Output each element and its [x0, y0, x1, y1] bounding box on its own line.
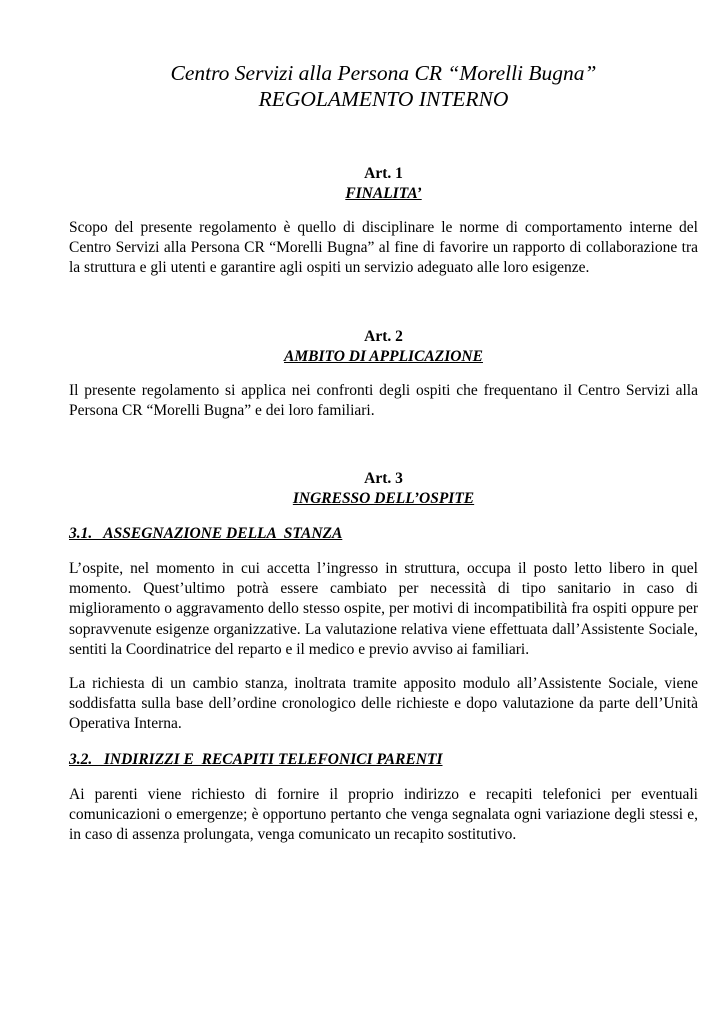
document-title-line2: REGOLAMENTO INTERNO: [258, 87, 509, 111]
article-1-paragraph: Scopo del presente regolamento è quello di disciplinare le norme di comportamento interne del Centro Servizi alla Persona CR “Morelli Bugna” al fine di favorire un rapporto di collaborazione tra la struttura e gli utenti e garantire agli ospiti un servizio adeguato alle loro esigenze.: [69, 219, 698, 277]
document-page: [69, 60, 698, 845]
section-3-1-paragraph-1: L’ospite, nel momento in cui accetta l’ingresso in struttura, occupa il posto letto libero in quel momento. Quest’ultimo potrà essere cambiato per necessità di tipo sanitario in caso di miglioramento o aggravamento dello stesso ospite, per motivi di incompatibilità fra ospiti oppure per sopravvenute esigenze organizzative. La valutazione relativa viene effettuata dall’Assistente Sociale, sentiti la Coordinatrice del reparto e il medico e previo avviso ai familiari.: [69, 560, 698, 658]
article-1-title: FINALITA’: [345, 185, 422, 202]
article-1: [69, 164, 698, 279]
section-3-2-heading: 3.2. INDIRIZZI E RECAPITI TELEFONICI PARENTI: [69, 750, 443, 768]
article-2: [69, 327, 698, 421]
article-2-title: AMBITO DI APPLICAZIONE: [284, 347, 483, 365]
article-3: [69, 469, 698, 845]
article-3-title: INGRESSO DELL’OSPITE: [292, 490, 475, 508]
article-2-paragraph: Il presente regolamento si applica nei confronti degli ospiti che frequentano il Centro Servizi alla Persona CR “Morelli Bugna” e dei loro familiari.: [69, 381, 698, 419]
section-3-1-paragraph-2: La richiesta di un cambio stanza, inoltrata tramite apposito modulo all’Assistente Sociale, viene soddisfatta sulla base dell’ordine cronologico delle richieste e dopo valutazione da parte dell’Unità Operativa Interna.: [69, 675, 698, 733]
section-3-1-heading: 3.1. ASSEGNAZIONE DELLA STANZA: [69, 525, 343, 543]
article-2-number: Art. 2: [364, 327, 403, 345]
section-3-2-paragraph-1: Ai parenti viene richiesto di fornire il proprio indirizzo e recapiti telefonici per eventuali comunicazioni o emergenze; è opportuno pertanto che venga segnalata ogni variazione degli stessi e, in caso di assenza prolungata, venga comunicato un recapito sostitutivo.: [69, 785, 698, 844]
document-title-line1: Centro Servizi alla Persona CR “Morelli Bugna”: [170, 61, 597, 85]
article-3-number: Art. 3: [364, 470, 403, 488]
article-1-number: Art. 1: [364, 165, 403, 182]
